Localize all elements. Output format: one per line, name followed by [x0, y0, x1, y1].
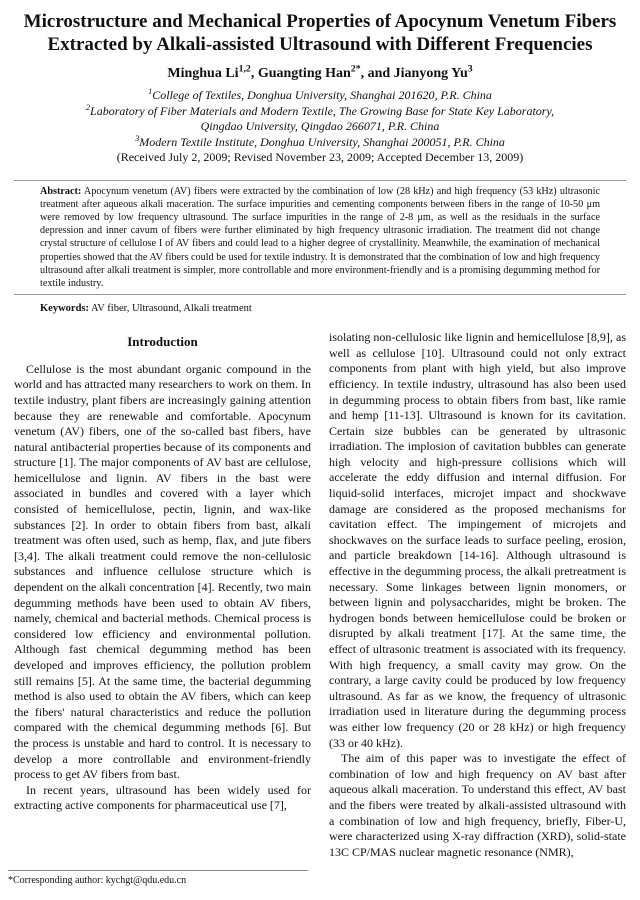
paragraph: In recent years, ultrasound has been widely used for extracting active components for pharmaceutical use [7], [14, 782, 311, 813]
abstract-label: Abstract: [40, 185, 82, 197]
abstract [14, 180, 626, 296]
corresponding-author-footnote: *Corresponding author: kychgt@qdu.edu.cn [8, 870, 308, 886]
paragraph: isolating non-cellulosic like lignin and hemicellulose [8,9], as well as cellulose [10]. Ultrasound could not only extract components from plant with high yield, but also improve efficiency. In textile industry, ultrasound has also been used in degumming process to obtain fibers from bast, like ramie and hemp [11-13]. Ultrasound is known for its cavitation. Certain size bubbles can be generated by ultrasonic irradiation. The implosion of cavitation bubbles can generate high velocity and high-pressure collisions which will accelerate the eddy diffusion and internal diffusion. For liquid-solid interfaces, microjet impact and shockwave damage are considered as the proposed mechanisms for cavitation effect. The impingement of microjets and shockwaves on the surface leads to surface peeling, erosion, and particle breakdown [14-16]. Although ultrasound is effective in the degumming process, the alkali pretreatment is necessary. Some linkages between lignin monomers, or between lignin and polysaccharides, might be broken. The hydrogen bonds between hemicellulose could be broken or disrupted by alkali treatment [17]. At the same time, the effect of ultrasonic treatment is associated with its frequency. With high frequency, a small cavity may grow. On the contrary, a large cavity could be produced by low frequency ultrasound. As far as we know, the frequency of ultrasonic irradiation used in literature during the degumming process was either low frequency (20 or 28 kHz) or high frequency (33 or 40 kHz). [329, 330, 626, 750]
paragraph: The aim of this paper was to investigate the effect of combination of low and high frequency on AV bast after aqueous alkali maceration. To understand this effect, AV bast and the fibers were treated by alkali-assisted ultrasound with a combination of low and high frequency, briefly, Fiber-U, were characterized using X-ray diffraction (XRD), solid-state 13C CP/MAS nuclear magnetic resonance (NMR), [329, 751, 626, 859]
abstract-text: Apocynum venetum (AV) fibers were extracted by the combination of low (28 kHz) and high frequency (53 kHz) ultrasonic treatment after aqueous alkali maceration. The surface impurities and cementing components between fibers in the range of 10-50 μm were removed by low frequency ultrasound. The surface impurities in the range of 2-8 μm, as well as the residuals in the surface depression and inner cavum of fibers were further eliminated by high frequency ultrasonic irradiation. The treatment did not change crystal structure of cellulose I of AV fibers and could lead to a higher degree of crystallinity. Meanwhile, the examination of mechanical properties showed that the AV fibers could be used for textile industry. It is demonstrated that the combination of low and high frequency ultrasound after alkali treatment is simpler, more controllable and more environment-friendly and is a promising degumming method for textile industry. [40, 185, 601, 289]
right-column [329, 330, 626, 860]
section-heading-introduction: Introduction [127, 334, 198, 350]
affiliation-line: Qingdao University, Qingdao 266071, P.R. China [200, 119, 440, 133]
author-name: Jianyong Yu [393, 66, 468, 81]
body-columns [14, 330, 626, 860]
author-affil-marker: 2* [350, 63, 361, 75]
affiliations [14, 88, 626, 166]
affiliation-line: $^3$Modern Textile Institute, Donghua University, Shanghai 200051, P.R. China [135, 133, 505, 149]
title-line-2: Extracted by Alkali-assisted Ultrasound with Different Frequencies [47, 34, 593, 55]
author-separator: , and [360, 66, 394, 81]
affiliation-line: $^1$College of Textiles, Donghua University, Shanghai 201620, P.R. China [148, 87, 492, 102]
keywords [14, 303, 626, 314]
author-affil-marker: 1,2 [238, 63, 251, 75]
author-list [14, 63, 626, 82]
title-line-1: Microstructure and Mechanical Properties of Apocynum Venetum Fibers [23, 11, 617, 32]
received-dates: (Received July 2, 2009; Revised November 23, 2009; Accepted December 13, 2009) [116, 150, 524, 164]
paragraph: Cellulose is the most abundant organic compound in the world and has attracted many researchers to work on them. In textile industry, plant fibers are increasingly gaining attention because they are renewable and comfortable. Apocynum venetum (AV) fibers, one of the so-called bast fibers, have natural antibacterial properties because of its components and structure [1]. The major components of AV bast are cellulose, hemicellulose and lignin. AV fibers in the bast were associated in bundles and covered with a layer which consisted of hemicellulose, pectin, lignin, and wax-like substances [2]. In order to obtain fibers from bast, alkali treatment was often used, such as hemp, flax, and jute fibers [3,4]. The alkali treatment could remove the non-cellulosic substances and influence cellulose structure which is dependent on the alkali concentration [4]. Recently, two main degumming methods have been used to obtain AV fibers, namely, chemical and bacterial methods. Chemical process is considered low efficiency and environmental pollution. Although fast chemical degumming method has been developed and improves efficiency, the pollution problem still remains [5]. At the same time, the bacterial degumming method is also used to obtain the AV fibers, which can keep the fibers' natural characteristics and reduce the pollution compared with the chemical degumming methods [6]. But the process is unstable and hard to control. It is necessary to develop a more controllable and environment-friendly process to get AV fibers from bast. [14, 361, 311, 782]
keywords-label: Keywords: [40, 303, 89, 315]
left-column [14, 330, 311, 860]
paper-title [14, 10, 626, 56]
affiliation-line: $^2$Laboratory of Fiber Materials and Modern Textile, The Growing Base for State Key Laboratory, [85, 102, 555, 118]
author-name: Guangting Han [257, 66, 351, 81]
author-name: Minghua Li [167, 66, 239, 81]
author-separator: , [250, 66, 258, 81]
author-affil-marker: 3 [467, 63, 473, 75]
keywords-text: AV fiber, Ultrasound, Alkali treatment [91, 303, 252, 315]
